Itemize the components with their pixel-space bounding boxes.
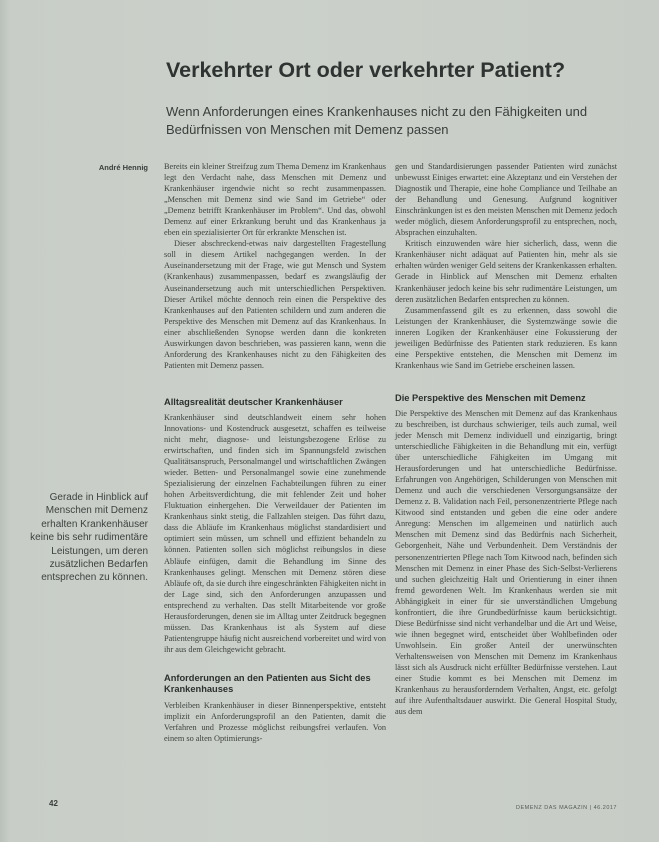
section-heading-requirements: Anforderungen an den Patienten aus Sicht des Krankenhauses [164,672,371,694]
paragraph: Die Perspektive des Menschen mit Demenz auf das Krankenhaus zu beschreiben, ist durchaus schwieriger, teils auch zumal, weil jeder Mensch mit Demenz individuell und einzigartig, bringt unterschiedliche Fähigkeiten in die Behandlung mit ein, verfügt über unterschiedliche Fähigkeiten im Umgang mit Herausforderungen und hat unterschiedliche Bedürfnisse. Erfahrungen von Angehörigen, Schilderungen von Menschen mit Demenz und auch die verschiedenen Versorgungsansätze der Demenz z. B. Validation nach Feil, personenzentrierte Pflege nach Kitwood sind entstanden und geben die eine oder andere Anregung: Menschen im allgemeinen und natürlich auch Menschen mit Demenz sind das Bedürfnis nach Sicherheit, Geborgenheit, Nähe und Verbundenheit. Dem Verständnis der personenzentrierten Pflege nach Tom Kitwood nach, befinden sich Menschen mit Demenz in einer Phase des Sich-Selbst-Verlierens und suchen gleichzeitig Halt und Orientierung in einer ihnen fremd gewordenen Welt. Im Krankenhaus werden sie mit Abhängigkeit in einer für sie unverständlichen Umgebung konfrontiert, die ihre Grundbedürfnisse kaum berücksichtigt. Diese Bedürfnisse sind nicht verhandelbar und die Art und Weise, wie ihnen begegnet wird, entscheidet über Wohlbefinden oder Unwohlsein. Ein großer Anteil der unerwünschten Verhaltensweisen von Menschen mit Demenz im Krankenhaus lässt sich als Ausdruck nicht erfüllter Bedürfnisse verstehen. Laut einer Studie kommt es bei Menschen mit Demenz im Krankenhaus zu herausforderndem Verhalten, Angst, etc. gefolgt auf ihre Aufenthaltsdauer auswirkt. Die General Hospital Study, aus dem [395,408,617,717]
author-name: André Hennig [98,163,148,172]
article-subtitle: Wenn Anforderungen eines Krankenhauses nicht zu den Fähigkeiten und Bedürfnissen von Menschen mit Demenz passen [166,104,588,137]
article-title: Verkehrter Ort oder verkehrter Patient? [166,58,566,82]
text-column-left [164,161,386,801]
page-number: 42 [49,799,58,808]
journal-footer: DEMENZ DAS MAGAZIN | 46.2017 [515,805,617,811]
paragraph: Zusammenfassend gilt es zu erkennen, dass sowohl die Leistungen der Krankenhäuser, die Systemzwänge sowie die inneren Logiken der Krankenhäuser eine Fokussierung der jeweiligen Bedürfnisse des Patienten stark reduzieren. Es kann eine Perspektive entstehen, die Menschen mit Demenz im Krankenhaus wie Sand im Getriebe erscheinen lassen. [395,305,617,370]
paragraph: Krankenhäuser sind deutschlandweit einem sehr hohen Innovations- und Kostendruck ausgesetzt, schaffen es teilweise nicht mehr, diagnose- und leistungsbezogene Erlöse zu erwirtschaften, und finden sich im Spannungsfeld zwischen Qualitätsanspruch, Personalmangel und wirtschaftlichen Zwängen wieder. Betten- und Personalmangel sowie eine zunehmende Spezialisierung der einzelnen Fachabteilungen führen zu einer hohen Arbeitsverdichtung, die mit fehlender Zeit und hoher Fluktuation einhergehen. Die Verweildauer der Patienten im Krankenhaus sinkt stetig, die Fallzahlen steigen. Das führt dazu, dass die Abläufe im Krankenhaus möglichst standardisiert und optimiert sein müssen, um schnell und effizient behandeln zu können. Patienten sollen sich möglichst reibungslos in diese Abläufe einfügen, damit die Behandlung im Sinne des Krankenhauses gelingt. Menschen mit Demenz stören diese Abläufe oft, da sie durch ihre eingeschränkten Fähigkeiten nicht in der Lage sind, sich den Anforderungen anzupassen und entsprechend zu verhalten. Das stellt Mitarbeitende vor große Herausforderungen, denen sie im Alltag unter Zeitdruck begegnen müssen. Das Krankenhaus ist als System auf diese Patientengruppe häufig nicht ausreichend vorbereitet und wird von ihr aus dem Gleichgewicht gebracht. [164,412,386,654]
section-heading-perspective: Die Perspektive des Menschen mit Demenz [395,392,586,403]
section-heading-hospital-reality: Alltagsrealität deutscher Krankenhäuser [164,396,343,407]
paragraph: Bereits ein kleiner Streifzug zum Thema Demenz im Krankenhaus legt den Verdacht nahe, dass Menschen mit Demenz und Krankenhäuser irgendwie nicht so recht zusammenpassen. „Menschen mit Demenz sind wie Sand im Getriebe“ oder „Demenz betrifft Krankenhäuser im Problem“. Und das, obwohl Demenz auf einer Erkrankung beruht und das Krankenhaus ja eben ein spezialisierter Ort für erkrankte Menschen ist. [164,162,386,238]
paragraph: gen und Standardisierungen passender Patienten wird zunächst unbewusst Einiges erwartet: eine Akzeptanz und ein Verstehen der Diagnostik und Therapie, eine hohe Compliance und Teilhabe an der Behandlung und Genesung. Aufgrund kognitiver Einschränkungen ist es den meisten Menschen mit Demenz jedoch weder möglich, diesem Anforderungsprofil zu entsprechen, noch, Absprachen einzuhalten. [395,162,617,238]
paragraph: Kritisch einzuwenden wäre hier sicherlich, dass, wenn die Krankenhäuser nicht adäquat auf Patienten hin, mehr als sie erhalten würden weniger Geld seitens der Krankenkassen erhalten. Gerade in Hinblick auf Menschen mit Demenz erhalten Krankenhäuser jedoch keine bis sehr rudimentäre Leistungen, um deren zusätzlichen Bedarfen entsprechen zu können. [395,239,617,304]
pull-quote: Gerade in Hinblick auf Menschen mit Demenz erhalten Krankenhäuser keine bis sehr rudimentäre Leistungen, um deren zusätzlichen Bedarfen entsprechen zu können. [30,492,148,584]
text-column-right [395,161,617,801]
paragraph: Dieser abschreckend-etwas naiv dargestellten Fragestellung soll in diesem Artikel nachgegangen werden. In der Auseinandersetzung mit der Frage, wie gut Mensch und System (Krankenhaus) zusammenpassen, bedarf es zwangsläufig der Auseinandersetzung auch mit unterschiedlichen Perspektiven. Dieser Artikel möchte dennoch rein einen die Perspektive des Krankenhauses auf den Patienten schildern und zum anderen die Perspektive des Menschen mit Demenz auf das Krankenhaus. In einer abschließenden Synopse werden dann die konkreten Auswirkungen davon beschrieben, was passieren kann, wenn die Anforderung des Krankenhauses nicht zu den Fähigkeiten des Patienten mit Demenz passen. [164,239,386,370]
paragraph: Verbleiben Krankenhäuser in dieser Binnenperspektive, entsteht implizit ein Anforderungsprofil an den Patienten, damit die Verfahren und Prozesse möglichst reibungsfrei verlaufen. Von einem so alten Optimierungs- [164,700,386,744]
